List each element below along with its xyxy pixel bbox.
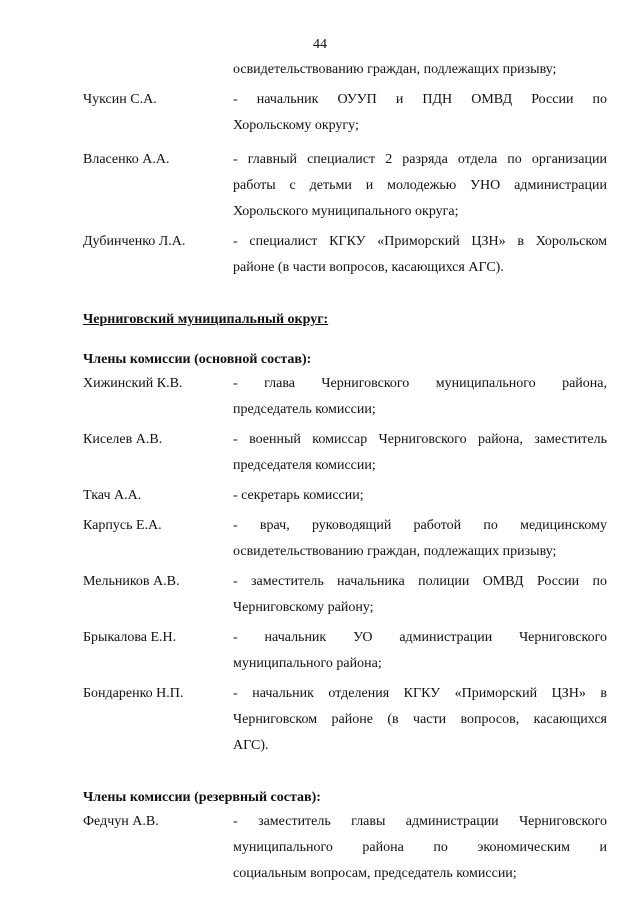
- main-composition-heading: Члены комиссии (основной состав):: [83, 352, 312, 367]
- member-role: [233, 87, 607, 139]
- member-row: [83, 87, 607, 139]
- member-role: [233, 681, 607, 759]
- continued-role-text: [83, 57, 607, 83]
- member-row: [83, 371, 607, 423]
- member-name: Федчун А.В.: [83, 814, 159, 829]
- member-role: [233, 147, 607, 225]
- role-line: - начальник УО администрации Черниговского: [233, 630, 607, 645]
- member-role: [233, 625, 607, 677]
- role-line: освидетельствованию граждан, подлежащих призыву;: [233, 62, 557, 77]
- member-role: [233, 483, 607, 509]
- role-line: - специалист КГКУ «Приморский ЦЗН» в Хорольском: [233, 234, 607, 249]
- role-line: социальным вопросам, председатель комиссии;: [233, 866, 517, 881]
- role-line: Хорольскому округу;: [233, 118, 359, 133]
- role-line: работы с детьми и молодежью УНО администрации: [233, 178, 607, 193]
- role-line: - глава Черниговского муниципального района,: [233, 376, 607, 391]
- member-name: Киселев А.В.: [83, 432, 163, 447]
- member-role: [233, 809, 607, 887]
- member-name: Чуксин С.А.: [83, 92, 157, 107]
- document-body: [83, 57, 607, 887]
- member-name: Брыкалова Е.Н.: [83, 630, 177, 645]
- member-role: [233, 371, 607, 423]
- member-row: [83, 809, 607, 887]
- role-line: - врач, руководящий работой по медицинскому: [233, 518, 607, 533]
- member-role: [233, 427, 607, 479]
- member-name: Карпусь Е.А.: [83, 518, 162, 533]
- member-row: [83, 681, 607, 759]
- role-line: районе (в части вопросов, касающихся АГС).: [233, 260, 504, 275]
- member-row: [83, 427, 607, 479]
- role-line: - начальник ОУУП и ПДН ОМВД России по: [233, 92, 607, 107]
- member-name: Мельников А.В.: [83, 574, 180, 589]
- member-row: [83, 513, 607, 565]
- role-line: муниципального района;: [233, 656, 382, 671]
- role-line: - заместитель начальника полиции ОМВД России по: [233, 574, 607, 589]
- member-row: [83, 483, 607, 509]
- role-line: - военный комиссар Черниговского района, заместитель: [233, 432, 607, 447]
- member-name: Дубинченко Л.А.: [83, 234, 186, 249]
- member-name: Бондаренко Н.П.: [83, 686, 184, 701]
- page-number: 44: [313, 37, 327, 52]
- role-line: освидетельствованию граждан, подлежащих призыву;: [233, 544, 557, 559]
- role-line: Черниговском районе (в части вопросов, касающихся: [233, 712, 607, 727]
- member-name: Ткач А.А.: [83, 488, 142, 503]
- role-line: - секретарь комиссии;: [233, 488, 364, 503]
- role-line: АГС).: [233, 738, 269, 753]
- member-name: Власенко А.А.: [83, 152, 170, 167]
- member-row: [83, 569, 607, 621]
- role-line: председатель комиссии;: [233, 402, 376, 417]
- member-role: [233, 513, 607, 565]
- role-line: - начальник отделения КГКУ «Приморский ЦЗН» в: [233, 686, 607, 701]
- role-line: муниципального района по экономическим и: [233, 840, 607, 855]
- member-row: [83, 147, 607, 225]
- member-role: [233, 569, 607, 621]
- district-title: Черниговский муниципальный округ:: [83, 312, 329, 327]
- role-line: - главный специалист 2 разряда отдела по организации: [233, 152, 607, 167]
- member-role: [233, 229, 607, 281]
- member-row: [83, 229, 607, 281]
- role-line: Хорольского муниципального округа;: [233, 204, 459, 219]
- member-row: [83, 625, 607, 677]
- member-name: Хижинский К.В.: [83, 376, 183, 391]
- reserve-composition-heading: Члены комиссии (резервный состав):: [83, 790, 321, 805]
- role-line: - заместитель главы администрации Черниговского: [233, 814, 607, 829]
- role-line: Черниговскому району;: [233, 600, 374, 615]
- role-line: председателя комиссии;: [233, 458, 376, 473]
